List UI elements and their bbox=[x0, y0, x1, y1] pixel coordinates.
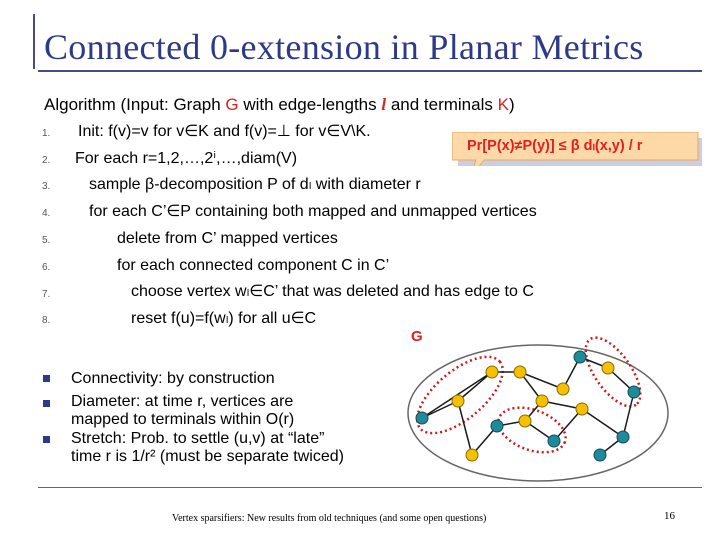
nonterminal-node bbox=[576, 403, 588, 415]
algorithm-header-prefix: Algorithm (Input: Graph bbox=[44, 95, 226, 114]
nonterminal-node bbox=[519, 415, 531, 427]
bullet-line: mapped to terminals within O(r) bbox=[71, 411, 295, 428]
step-number: 5. bbox=[42, 235, 51, 246]
nonterminal-node bbox=[452, 395, 464, 407]
terminal-node bbox=[416, 412, 428, 424]
bullet-marker bbox=[43, 400, 50, 407]
algorithm-header-close: ) bbox=[508, 95, 515, 114]
step-text: Init: f(v)=v for v∈K and f(v)=⊥ for v∈V\K. bbox=[78, 123, 371, 140]
bullet-line: time r is 1/r² (must be separate twiced) bbox=[71, 448, 344, 465]
step-text: sample β-decomposition P of dₗ with diameter r bbox=[89, 176, 421, 193]
nonterminal-node bbox=[602, 362, 614, 374]
edge bbox=[458, 372, 492, 401]
step-text: delete from C’ mapped vertices bbox=[117, 230, 338, 247]
nonterminal-node bbox=[486, 366, 498, 378]
graph-label: G bbox=[411, 328, 423, 345]
edge bbox=[458, 401, 472, 455]
edge bbox=[582, 409, 623, 437]
edge bbox=[623, 392, 634, 437]
step-text: reset f(u)=f(wₗ) for all u∈C bbox=[131, 310, 317, 327]
nonterminal-node bbox=[514, 366, 526, 378]
nonterminal-node bbox=[536, 395, 548, 407]
bullet-line: Stretch: Prob. to settle (u,v) at “late” bbox=[71, 430, 325, 447]
algorithm-header-terminals: K bbox=[497, 95, 509, 114]
footer-text: Vertex sparsifiers: New results from old techniques (and some open questions) bbox=[172, 513, 487, 524]
step-text: for each C’∈P containing both mapped and unmapped vertices bbox=[89, 203, 537, 220]
step-number: 7. bbox=[42, 289, 51, 300]
step-text: for each connected component C in C’ bbox=[117, 257, 390, 274]
bullet-marker bbox=[43, 436, 50, 443]
algorithm-header-graph: G bbox=[225, 95, 239, 114]
terminal-node bbox=[574, 351, 586, 363]
bullet-line: Diameter: at time r, vertices are bbox=[71, 393, 294, 410]
step-number: 4. bbox=[42, 208, 51, 219]
algorithm-header-suffix: and terminals bbox=[386, 95, 498, 114]
step-number: 8. bbox=[42, 315, 51, 326]
step-number: 1. bbox=[42, 128, 51, 139]
terminal-node bbox=[594, 449, 606, 461]
callout-text: Pr[P(x)≠P(y)] ≤ β dₗ(x,y) / r bbox=[467, 138, 643, 154]
terminal-node bbox=[628, 386, 640, 398]
nonterminal-node bbox=[466, 449, 478, 461]
page-number: 16 bbox=[664, 510, 675, 522]
cluster-outline bbox=[492, 399, 571, 461]
bullet-marker bbox=[43, 375, 50, 382]
terminal-node bbox=[548, 435, 560, 447]
step-number: 3. bbox=[42, 181, 51, 192]
algorithm-header-lengths: l bbox=[381, 95, 387, 114]
slide-title: Connected 0-extension in Planar Metrics bbox=[44, 27, 644, 67]
footer-divider bbox=[38, 487, 702, 488]
bullet-line: Connectivity: by construction bbox=[71, 370, 275, 387]
terminal-node bbox=[617, 431, 629, 443]
step-text: choose vertex wₗ∈C’ that was deleted and has edge to C bbox=[131, 283, 534, 300]
step-text: For each r=1,2,…,2ⁱ,…,diam(V) bbox=[75, 150, 298, 167]
algorithm-header-middle: with edge-lengths bbox=[238, 95, 382, 114]
step-number: 2. bbox=[42, 155, 51, 166]
nonterminal-node bbox=[557, 383, 569, 395]
step-number: 6. bbox=[42, 262, 51, 273]
terminal-node bbox=[491, 420, 503, 432]
